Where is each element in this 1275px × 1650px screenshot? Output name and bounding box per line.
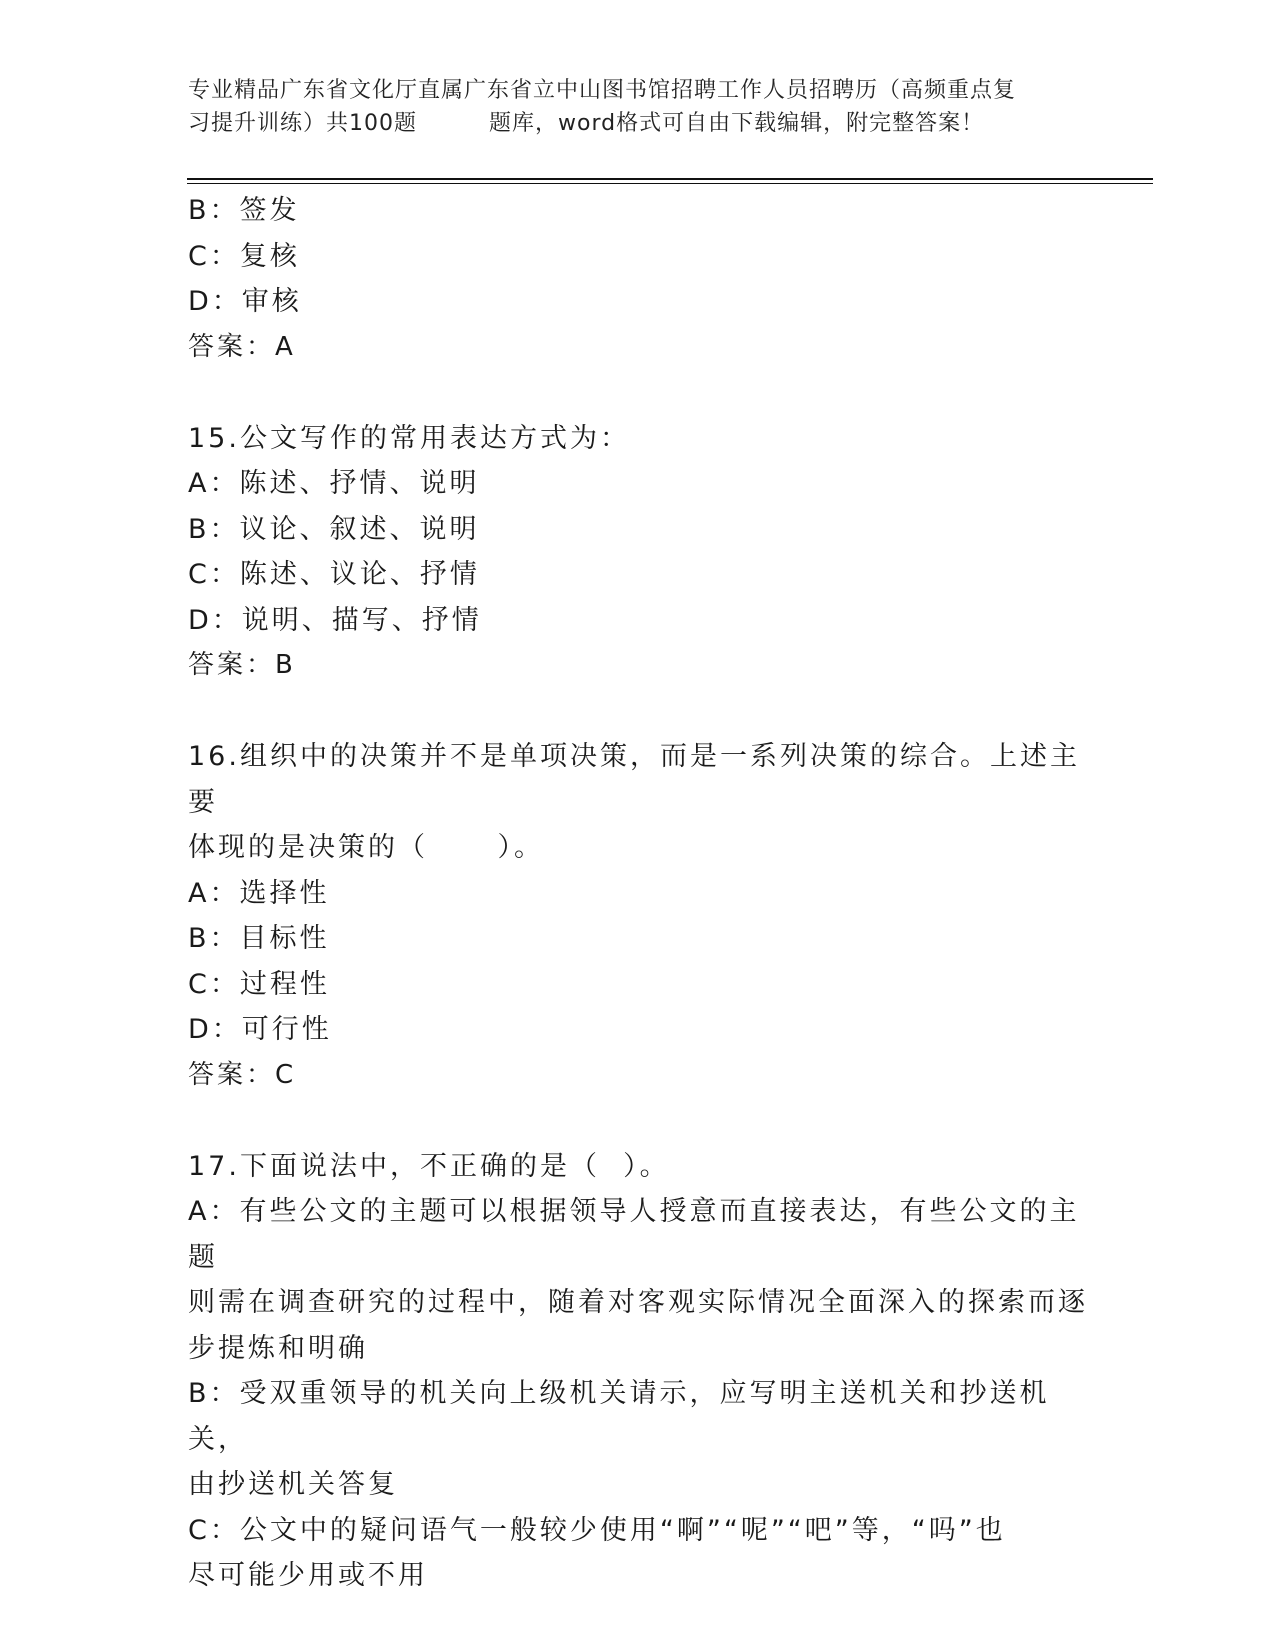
question-17 [188, 1144, 1088, 1599]
answer: 答案：C [188, 1059, 297, 1090]
question-gap [188, 370, 1088, 416]
header-line-2-left: 习提升训练）共100题 [188, 111, 417, 136]
option-b: B：签发 [188, 195, 300, 226]
answer: 答案：A [188, 331, 296, 362]
header-line-1: 专业精品广东省文化厅直属广东省立中山图书馆招聘工作人员招聘历（高频重点复 [188, 78, 1017, 103]
question-text: 17.下面说法中，不正确的是（ ）。 [188, 1150, 670, 1182]
header-line-2 [188, 107, 1088, 140]
question-14-tail [188, 188, 1088, 370]
option-c: C：过程性 [188, 968, 330, 1000]
option-b-line-2: 由抄送机关答复 [188, 1469, 398, 1500]
question-gap [188, 1098, 1088, 1144]
document-body [188, 188, 1088, 1599]
option-b: B：目标性 [188, 923, 330, 954]
option-b: B：议论、叙述、说明 [188, 513, 480, 545]
option-d: D：审核 [188, 286, 302, 317]
question-text: 15.公文写作的常用表达方式为： [188, 422, 630, 454]
page-header [188, 74, 1088, 140]
option-a-line-3: 步提炼和明确 [188, 1332, 368, 1364]
question-text-line-1: 16.组织中的决策并不是单项决策，而是一系列决策的综合。上述主要 [188, 741, 1080, 818]
option-c: C：复核 [188, 240, 300, 272]
answer: 答案：B [188, 650, 296, 680]
option-a-line-2: 则需在调查研究的过程中，随着对客观实际情况全面深入的探索而逐 [188, 1287, 1088, 1318]
header-rule-thin [187, 183, 1153, 184]
option-d: D：可行性 [188, 1014, 332, 1045]
option-c-line-1: C：公文中的疑问语气一般较少使用“啊”“呢”“吧”等，“吗”也 [188, 1514, 1006, 1546]
option-a-line-1: A：有些公文的主题可以根据领导人授意而直接表达，有些公文的主题 [188, 1196, 1080, 1273]
question-16 [188, 734, 1088, 1098]
option-d: D：说明、描写、抒情 [188, 604, 482, 636]
question-gap [188, 689, 1088, 735]
option-a: A：陈述、抒情、说明 [188, 468, 480, 499]
option-c: C：陈述、议论、抒情 [188, 559, 480, 590]
header-rule-thick [187, 178, 1153, 180]
header-line-2-right: 题库，word格式可自由下载编辑，附完整答案！ [489, 111, 985, 136]
option-b-line-1: B：受双重领导的机关向上级机关请示，应写明主送机关和抄送机关， [188, 1378, 1050, 1455]
option-c-line-2: 尽可能少用或不用 [188, 1560, 428, 1591]
question-15 [188, 416, 1088, 689]
question-text-line-2: 体现的是决策的（ ）。 [188, 832, 544, 863]
option-a: A：选择性 [188, 877, 330, 909]
